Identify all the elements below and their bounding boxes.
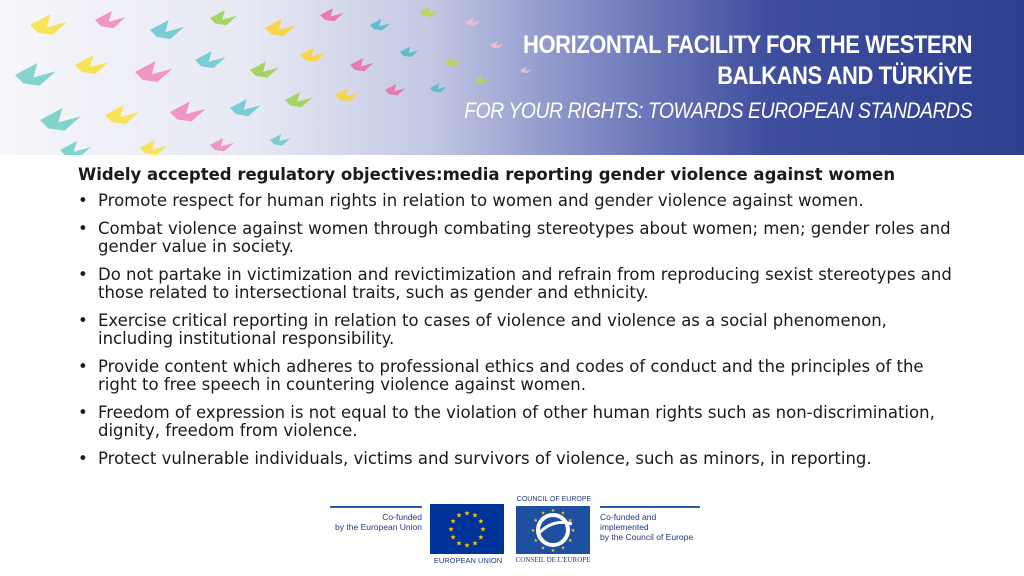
bird-shape [465, 18, 480, 27]
eu-star-icon: ★ [477, 533, 485, 542]
list-item: • Combat violence against women through combating stereotypes about women; men; gender roles and gender value in society. [78, 220, 958, 256]
bird-shape [270, 134, 290, 145]
banner-title-line1: HORIZONTAL FACILITY FOR THE WESTERN [522, 31, 972, 59]
eu-star-icon: ★ [449, 533, 457, 542]
eu-caption: EUROPEAN UNION [433, 556, 503, 565]
bird-shape [150, 20, 184, 39]
objectives-list [78, 192, 958, 468]
eu-star-icon: ★ [463, 541, 471, 550]
coe-top-label: COUNCIL OF EUROPE [516, 496, 592, 503]
coe-flag-icon [516, 506, 590, 554]
slide-content [78, 164, 958, 478]
bird-shape [170, 102, 206, 122]
bird-shape [195, 51, 226, 68]
eu-star-icon: ★ [463, 509, 471, 518]
eu-star-icon: ★ [471, 511, 479, 520]
bird-shape [30, 14, 67, 35]
coe-star-icon: ★ [540, 510, 546, 517]
eu-star-icon: ★ [455, 511, 463, 520]
bird-shape [230, 99, 261, 116]
banner-title-line2: BALKANS AND TÜRKİYE [717, 62, 972, 90]
bird-shape [265, 19, 296, 36]
bird-shape [350, 58, 374, 71]
bird-shape [75, 55, 109, 74]
bird-shape [40, 108, 81, 131]
bird-shape [285, 92, 312, 107]
coe-star-icon: ★ [570, 528, 576, 534]
bird-shape [300, 48, 326, 62]
slide-heading: Widely accepted regulatory objectives:media reporting gender violence against women [78, 165, 896, 184]
bird-shape [135, 61, 172, 82]
bird-shape [250, 62, 279, 78]
bird-shape [60, 141, 91, 155]
banner-title-block [395, 30, 972, 126]
list-item: • Freedom of expression is not equal to the violation of other human rights such as non-discrimination, dignity, freedom from violence. [78, 404, 958, 440]
bird-shape [420, 7, 439, 17]
coe-star-icon: ★ [530, 528, 536, 534]
bird-shape [210, 138, 234, 151]
eu-text-line1: Co-funded [382, 512, 422, 522]
eu-star-icon: ★ [455, 539, 463, 548]
eu-star-icon: ★ [471, 539, 479, 548]
coe-star-icon: ★ [560, 545, 566, 552]
eu-star-icon: ★ [447, 525, 455, 534]
bird-shape [210, 10, 237, 25]
eu-text-line2: by the European Union [335, 522, 422, 532]
coe-text-line2: by the Council of Europe [600, 532, 694, 542]
list-item: • Protect vulnerable individuals, victims and survivors of violence, such as minors, in reporting. [78, 450, 958, 468]
list-item: • Exercise critical reporting in relation to cases of violence and violence as a social phenomenon, including institutional responsibility. [78, 312, 958, 348]
header-banner [0, 0, 1024, 155]
coe-star-icon: ★ [540, 545, 546, 552]
footer-logos [0, 496, 1024, 576]
coe-star-icon: ★ [533, 518, 538, 524]
coe-star-icon: ★ [550, 508, 556, 514]
coe-caption: CONSEIL DE L'EUROPE [515, 556, 591, 564]
eu-star-icon: ★ [477, 517, 485, 526]
list-item: • Do not partake in victimization and revictimization and refrain from reproducing sexist stereotypes and those related to intersectional traits, such as gender and ethnicity. [78, 266, 958, 302]
bird-shape [140, 140, 167, 155]
eu-star-icon: ★ [479, 525, 487, 534]
list-item: • Promote respect for human rights in relation to women and gender violence against women. [78, 192, 958, 210]
coe-star-icon: ★ [568, 518, 573, 524]
coe-star-icon: ★ [533, 538, 538, 544]
coe-star-icon: ★ [568, 538, 573, 544]
banner-subtitle: FOR YOUR RIGHTS: TOWARDS EUROPEAN STANDARDS [464, 98, 972, 123]
coe-star-icon: ★ [560, 510, 566, 517]
coe-cofunded-text [600, 506, 700, 542]
eu-flag-icon [430, 504, 504, 554]
coe-star-icon: ★ [550, 548, 556, 554]
bird-shape [335, 88, 359, 101]
bird-shape [105, 105, 139, 124]
coe-text-line1: Co-funded and implemented [600, 512, 657, 532]
eu-star-icon: ★ [449, 517, 457, 526]
bird-shape [320, 8, 344, 21]
bird-shape [15, 63, 56, 86]
bird-shape [370, 19, 390, 30]
bird-shape [95, 11, 126, 28]
list-item: • Provide content which adheres to professional ethics and codes of conduct and the principles of the right to free speech in countering violence against women. [78, 358, 958, 394]
eu-cofunded-text [330, 506, 422, 532]
